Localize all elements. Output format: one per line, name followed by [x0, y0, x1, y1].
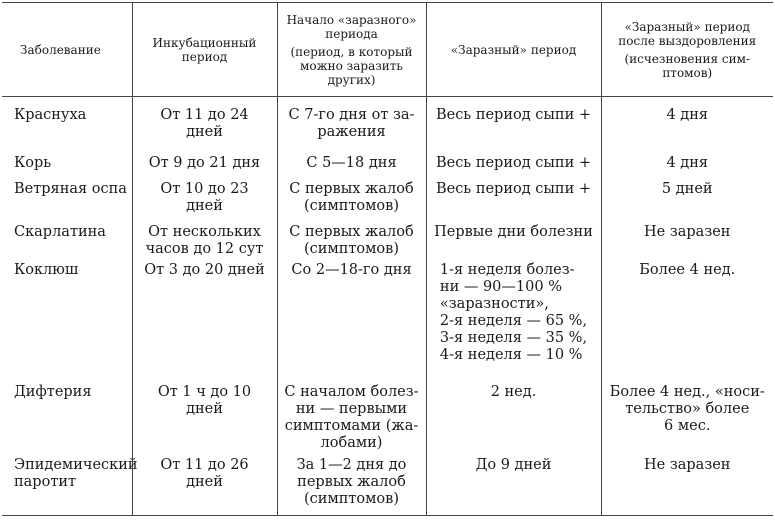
header-text: после выздоровления — [618, 33, 757, 48]
cell-text: ни — первыми — [295, 400, 408, 417]
header-note: (исчезновения сим- — [624, 51, 751, 66]
cell-text: 4-я неделя — 10 % — [439, 346, 583, 363]
cell-text: От 1 ч до 10 — [157, 383, 252, 400]
cell-text: 4 дня — [666, 107, 709, 123]
cell-incubation — [132, 97, 277, 151]
cell-text: симптомами (жа- — [284, 417, 419, 434]
cell-disease — [2, 258, 132, 376]
cell-after — [601, 258, 773, 376]
cell-onset — [277, 258, 426, 376]
header-text: Начало «заразного» — [286, 12, 417, 27]
cell-text: 6 мес. — [664, 417, 711, 434]
cell-text: дней — [186, 473, 223, 490]
cell-text: Весь период сыпи + — [435, 154, 592, 171]
cell-text: С первых жалоб — [289, 180, 414, 197]
header-after-recovery — [601, 3, 773, 97]
cell-after — [601, 452, 773, 516]
cell-text: За 1—2 дня до — [296, 456, 407, 473]
cell-text: От 3 до 20 дней — [144, 261, 265, 278]
cell-onset — [277, 151, 426, 177]
cell-contagious — [426, 220, 601, 258]
cell-text: Не заразен — [644, 456, 731, 473]
cell-text: 3-я неделя — 35 %, — [439, 329, 588, 346]
cell-text: Первые дни болезни — [434, 223, 593, 240]
cell-text: 5 дней — [661, 180, 713, 197]
cell-onset — [277, 376, 426, 452]
cell-onset — [277, 452, 426, 516]
cell-disease — [2, 376, 132, 452]
cell-after — [601, 220, 773, 258]
cell-text: С 5—18 дня — [306, 154, 397, 171]
cell-text: дней — [186, 197, 223, 214]
cell-contagious — [426, 177, 601, 220]
cell-text: лобами) — [320, 434, 383, 451]
cell-text: С началом болез- — [284, 383, 419, 400]
cell-text: 2-я неделя — 65 %, — [439, 312, 588, 329]
header-note: можно заразить — [300, 58, 403, 73]
cell-text: первых жалоб — [297, 473, 406, 490]
cell-after — [601, 177, 773, 220]
cell-disease — [2, 220, 132, 258]
cell-after — [601, 97, 773, 151]
cell-text: часов до 12 сут — [145, 240, 264, 257]
cell-incubation — [132, 258, 277, 376]
table-row — [2, 376, 773, 452]
header-text: Инкубационный — [152, 35, 257, 50]
cell-incubation — [132, 452, 277, 516]
cell-text: ни — 90—100 % — [439, 278, 562, 295]
cell-onset — [277, 220, 426, 258]
cell-text: Дифтерия — [14, 383, 92, 400]
cell-text: Более 4 нед. — [639, 261, 736, 278]
cell-onset — [277, 97, 426, 151]
cell-contagious — [426, 97, 601, 151]
header-text: период — [181, 49, 228, 64]
cell-text: До 9 дней — [475, 456, 552, 473]
header-incubation — [132, 3, 277, 97]
cell-text: 1-я неделя болез- — [439, 261, 575, 278]
disease-periods-table — [2, 2, 773, 516]
header-note: других) — [327, 72, 376, 87]
cell-text: Весь период сыпи + — [435, 107, 592, 123]
cell-text: «заразности», — [439, 295, 549, 312]
table-row — [2, 177, 773, 220]
cell-incubation — [132, 177, 277, 220]
cell-contagious — [426, 151, 601, 177]
cell-incubation — [132, 376, 277, 452]
cell-contagious — [426, 258, 601, 376]
cell-text: Ветряная оспа — [14, 180, 127, 197]
cell-text: Корь — [14, 154, 52, 171]
cell-disease — [2, 177, 132, 220]
table-row — [2, 151, 773, 177]
cell-text: Скарлатина — [14, 223, 106, 240]
cell-text: Краснуха — [14, 107, 87, 123]
cell-after — [601, 151, 773, 177]
header-row — [2, 3, 773, 97]
cell-onset — [277, 177, 426, 220]
cell-incubation — [132, 220, 277, 258]
cell-text: дней — [186, 124, 223, 140]
cell-text: (симптомов) — [304, 490, 399, 507]
cell-text: От 10 до 23 — [160, 180, 249, 197]
cell-text: Не заразен — [644, 223, 731, 240]
cell-text: С 7-го дня от за- — [288, 107, 415, 123]
cell-text: (симптомов) — [304, 240, 399, 257]
cell-text: От 11 до 24 — [160, 107, 249, 123]
cell-contagious — [426, 376, 601, 452]
table-body — [2, 97, 773, 516]
cell-text: Весь период сыпи + — [435, 180, 592, 197]
header-text: «Заразный» период — [624, 19, 750, 34]
table-row — [2, 452, 773, 516]
cell-text: С первых жалоб — [289, 223, 414, 240]
header-contagious: «Заразный» период — [426, 3, 601, 97]
cell-after — [601, 376, 773, 452]
cell-text: Эпидемический — [14, 456, 138, 473]
cell-text: 2 нед. — [490, 383, 537, 400]
cell-text: дней — [186, 400, 223, 417]
table-row — [2, 220, 773, 258]
cell-text: тельство» более — [625, 400, 750, 417]
cell-text: От 9 до 21 дня — [148, 154, 261, 171]
header-onset — [277, 3, 426, 97]
cell-text: паротит — [14, 473, 77, 490]
cell-disease — [2, 151, 132, 177]
cell-text: Со 2—18-го дня — [291, 261, 412, 278]
cell-text: От нескольких — [148, 223, 261, 240]
cell-contagious — [426, 452, 601, 516]
cell-disease — [2, 452, 138, 516]
cell-text: (симптомов) — [304, 197, 399, 214]
table-row — [2, 258, 773, 376]
cell-disease — [2, 97, 132, 151]
header-note: птомов) — [662, 65, 713, 80]
table-row — [2, 97, 773, 151]
cell-text: 4 дня — [666, 154, 709, 171]
header-text: периода — [325, 26, 378, 41]
cell-incubation — [132, 151, 277, 177]
header-disease: Заболевание — [2, 3, 132, 97]
header-note: (период, в который — [290, 44, 413, 59]
cell-text: Более 4 нед., «носи- — [609, 383, 765, 400]
cell-text: ражения — [317, 124, 386, 140]
cell-text: Коклюш — [14, 261, 79, 278]
cell-text: От 11 до 26 — [160, 456, 249, 473]
